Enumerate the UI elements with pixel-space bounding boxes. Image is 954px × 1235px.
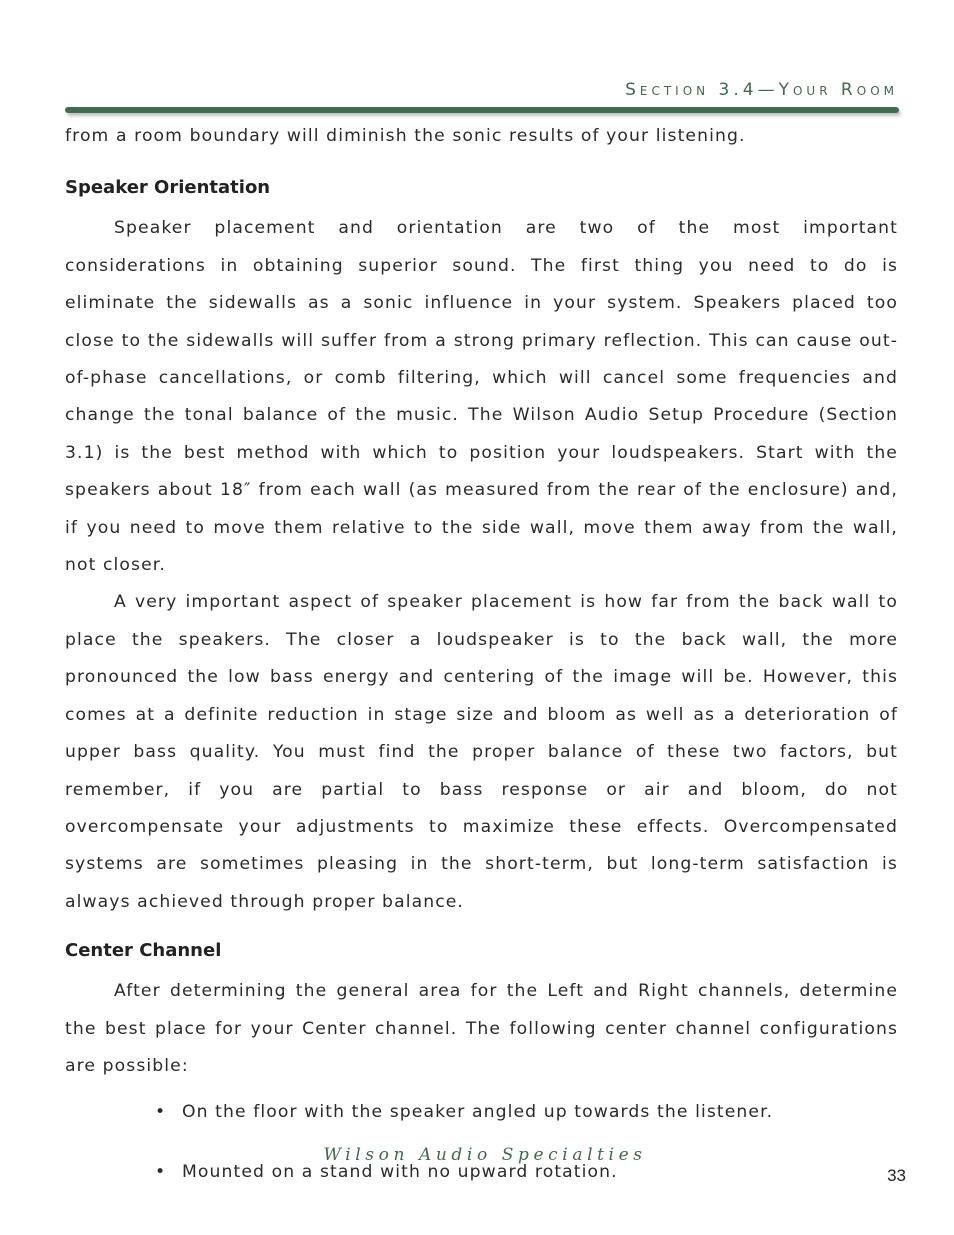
orientation-paragraph-2: A very important aspect of speaker placement is how far from the back wall to place the speakers. The closer a loudspeaker is to the back wall, the more pronounced the low bass energy and centering of the image will be. However, this comes at a definite reduction in stage size and bloom as well as a deterioration of upper bass quality. You must find the proper balance of these two factors, but remember, if you are partial to bass response or air and bloom, do not overcompensate your adjustments to maximize these effects. Overcompensated systems are sometimes pleasing in the short-term, but long-term satisfaction is always achieved through proper balance.	[65, 592, 898, 912]
list-item-text: Mounted on a stand with no upward rotation.	[182, 1161, 618, 1182]
orientation-paragraph-1: Speaker placement and orientation are two of the most important considerations in obtaining superior sound. The first thing you need to do is eliminate the sidewalls as a sonic influence in your system. Speakers placed too close to the sidewalls will suffer from a strong primary reflection. This can cause out-of-phase cancellations, or comb filtering, which will cancel some frequencies and change the tonal balance of the music. The Wilson Audio Setup Procedure (Section 3.1) is the best method with which to position your loudspeakers. Start with the speakers about 18″ from each wall (as measured from the rear of the enclosure) and, if you need to move them relative to the side wall, move them away from the wall, not closer.	[65, 218, 898, 576]
section-header	[625, 80, 898, 100]
bullet-icon: •	[155, 1102, 167, 1123]
intro-paragraph: from a room boundary will diminish the sonic results of your listening.	[65, 126, 746, 146]
center-channel-heading: Center Channel	[65, 940, 222, 962]
center-channel-options	[65, 1094, 898, 1191]
section-title: Section 3.4—Your Room	[625, 80, 898, 100]
list-item-text: On the floor with the speaker angled up towards the listener.	[182, 1102, 774, 1123]
list-item	[65, 1094, 898, 1131]
speaker-orientation-heading: Speaker Orientation	[65, 177, 271, 199]
page-number: 33	[887, 1166, 906, 1185]
page-content	[65, 118, 898, 1191]
footer-brand: Wilson Audio Specialties	[323, 1145, 647, 1165]
bullet-icon: •	[155, 1161, 167, 1182]
header-rule	[65, 107, 899, 113]
center-channel-paragraph: After determining the general area for the Left and Right channels, determine the best place for your Center channel. The following center channel configurations are possible:	[65, 981, 898, 1076]
